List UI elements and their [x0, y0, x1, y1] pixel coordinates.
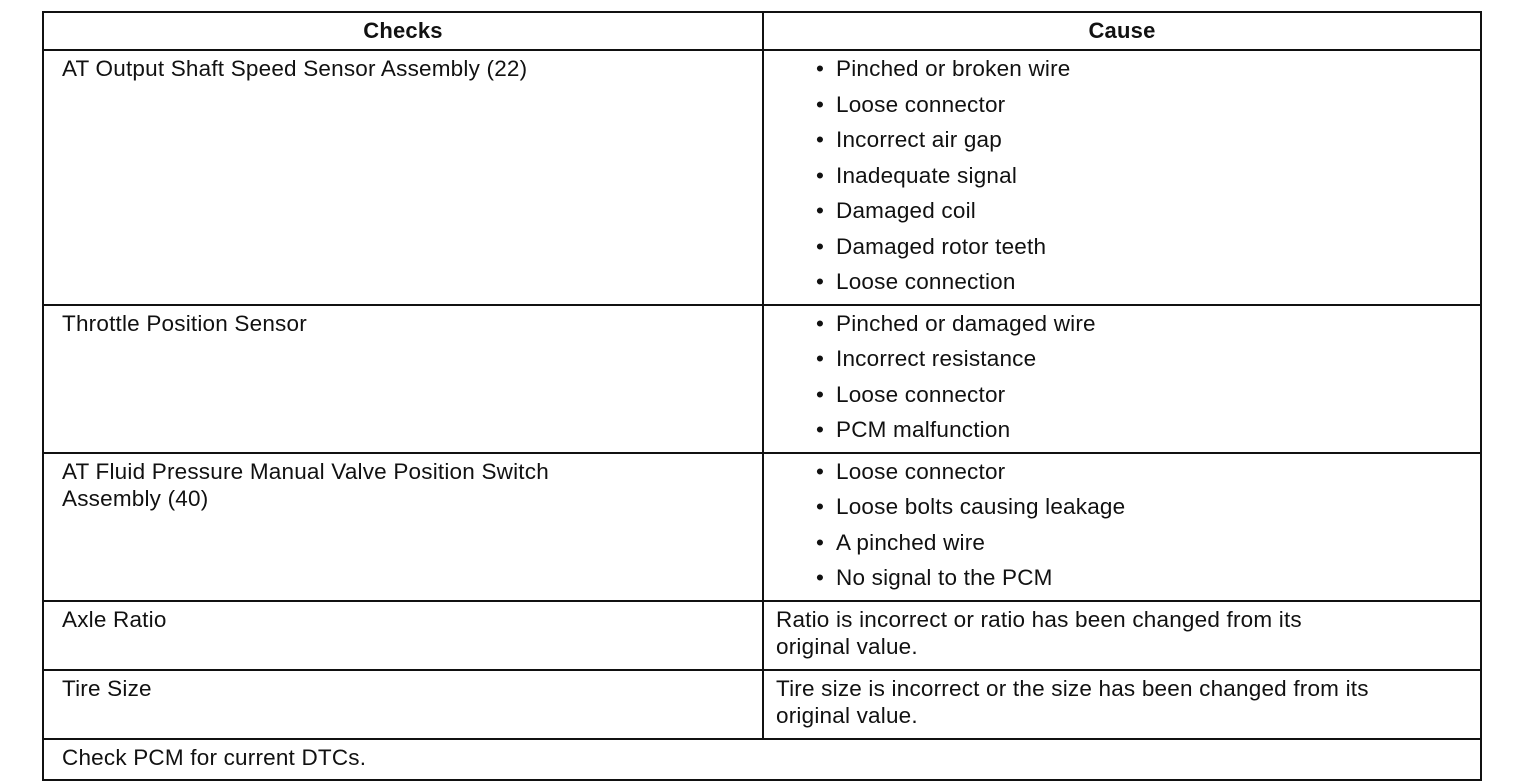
check-label: Tire Size: [62, 675, 152, 701]
check-label-line: Assembly (40): [62, 485, 209, 511]
cause-list: [776, 458, 1468, 600]
list-item: • Damaged coil: [816, 198, 976, 223]
cause-cell: [763, 453, 1481, 601]
table-row: [43, 670, 1481, 739]
list-item: • Pinched or damaged wire: [816, 310, 1096, 336]
table-row: [43, 453, 1481, 601]
list-item: • Loose connector: [816, 458, 1006, 484]
header-cause: Cause: [763, 12, 1481, 50]
cause-cell: [763, 670, 1481, 739]
list-item: • Loose connection: [816, 269, 1016, 294]
list-item: • No signal to the PCM: [816, 565, 1053, 590]
cause-text-line: Tire size is incorrect or the size has been changed from its: [776, 675, 1369, 701]
table-row: [43, 305, 1481, 453]
check-cell: [43, 453, 763, 601]
check-label: Throttle Position Sensor: [62, 310, 307, 336]
check-label: AT Output Shaft Speed Sensor Assembly (22): [62, 56, 528, 81]
bullet-icon: •: [816, 269, 825, 294]
bullet-icon: •: [816, 494, 825, 519]
check-label-line: AT Fluid Pressure Manual Valve Position Switch: [62, 458, 549, 484]
list-item: • Loose connector: [816, 381, 1006, 407]
cause-list: [776, 310, 1468, 452]
list-item: • Incorrect air gap: [816, 127, 1002, 152]
bullet-icon: •: [816, 529, 825, 555]
bullet-icon: •: [816, 56, 825, 81]
check-cell: [43, 601, 763, 670]
cause-text-line: Ratio is incorrect or ratio has been changed from its: [776, 606, 1302, 632]
footer-row: [43, 739, 1481, 780]
list-item: • PCM malfunction: [816, 417, 1011, 442]
header-row: [43, 12, 1481, 50]
bullet-icon: •: [816, 346, 825, 371]
cause-text-line: original value.: [776, 633, 918, 659]
bullet-icon: •: [816, 162, 825, 188]
list-item: • Pinched or broken wire: [816, 56, 1071, 81]
cause-list: [776, 55, 1468, 304]
cause-text-line: original value.: [776, 702, 918, 728]
bullet-icon: •: [816, 381, 825, 407]
cause-cell: [763, 305, 1481, 453]
bullet-icon: •: [816, 127, 825, 152]
diagnostic-table: [42, 11, 1482, 781]
list-item: • Inadequate signal: [816, 162, 1018, 188]
bullet-icon: •: [816, 417, 825, 442]
header-checks: Checks: [43, 12, 763, 50]
list-item: • Loose connector: [816, 91, 1006, 117]
list-item: • A pinched wire: [816, 529, 986, 555]
cause-cell: [763, 50, 1481, 305]
check-label: Axle Ratio: [62, 606, 167, 632]
list-item: • Incorrect resistance: [816, 346, 1037, 371]
bullet-icon: •: [816, 458, 825, 484]
cause-cell: [763, 601, 1481, 670]
bullet-icon: •: [816, 310, 825, 336]
check-cell: [43, 50, 763, 305]
check-cell: [43, 670, 763, 739]
check-cell: [43, 305, 763, 453]
bullet-icon: •: [816, 91, 825, 117]
list-item: • Loose bolts causing leakage: [816, 494, 1126, 519]
bullet-icon: •: [816, 565, 825, 590]
footer-note: Check PCM for current DTCs.: [43, 739, 1481, 780]
table-row: [43, 601, 1481, 670]
bullet-icon: •: [816, 233, 825, 259]
list-item: • Damaged rotor teeth: [816, 233, 1047, 259]
bullet-icon: •: [816, 198, 825, 223]
table-row: [43, 50, 1481, 305]
